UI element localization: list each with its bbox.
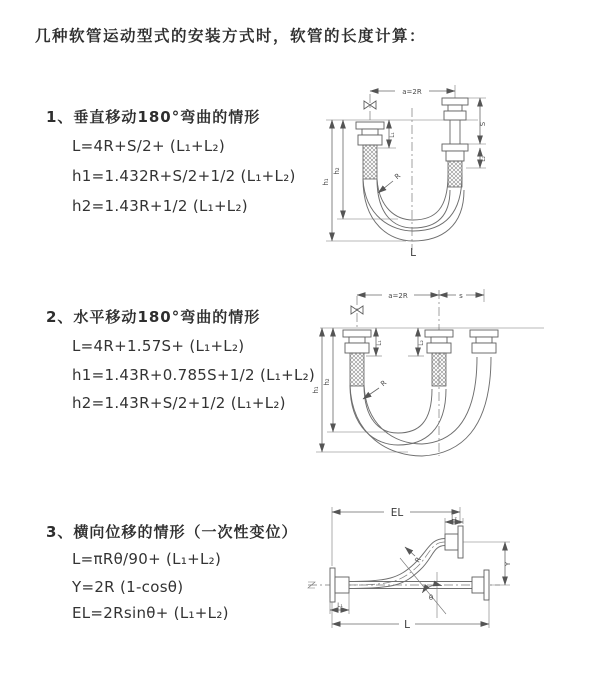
section3-formula-l: L=πRθ/90+ (L₁+L₂) [72,550,222,568]
d3-upper-right-flange [445,526,463,558]
d3-left-flange [330,568,349,602]
section2-heading: 2、水平移动180°弯曲的情形 [46,308,261,326]
section1-formula-h1: h1=1.432R+S/2+1/2 (L₁+L₂) [72,167,296,185]
valve-icon [351,306,363,314]
d2-radius-label: R [379,378,389,389]
d2-right-fitting [470,330,498,353]
section1-heading: 1、垂直移动180°弯曲的情形 [46,108,261,126]
d3-dim-el [332,505,460,566]
d3-radius-label: R [413,555,423,565]
d3-dim-el-label: EL [390,507,404,519]
d2-dim-l2-label: L₂ [419,340,425,346]
d1-dim-s [468,98,487,144]
d2-left-fitting [343,330,371,386]
d2-dim-l1-label: L₁ [377,340,383,346]
d1-dim-a2r-label: a=2R [402,88,422,96]
diagram-lateral-displacement [300,498,600,650]
diagram-horizontal-180-bend [308,282,600,464]
d3-dim-l-label: L [404,619,410,631]
d3-angle-label: θ [428,594,434,602]
d3-s-curve-hose [349,539,445,589]
d3-lower-right-flange [472,570,489,600]
section1-formula-h2: h2=1.43R+1/2 (L₁+L₂) [72,197,248,215]
d1-left-fitting [356,122,384,179]
section3-heading: 3、横向位移的情形（一次性变位） [46,523,298,541]
d2-dim-s-label: s [459,292,463,300]
d3-dim-l2-label: L₂ [451,515,457,522]
section2-formula-l: L=4R+1.57S+ (L₁+L₂) [72,337,245,355]
d2-dim-a2r-label: a=2R [388,292,408,300]
d1-dim-a2r [370,85,455,98]
d1-dim-l2-label: L₂ [481,156,487,162]
section2-formula-h2: h2=1.43R+S/2+1/2 (L₁+L₂) [72,394,286,412]
d1-radius-label: R [393,171,403,182]
d2-radius-callout [363,379,388,399]
d2-dim-s [439,290,484,300]
diagram-vertical-180-bend [310,78,600,263]
d2-centerlines [357,290,439,456]
d2-dim-h1-label: h₁ [312,386,320,394]
d1-length-label: L [410,247,416,259]
page-title: 几种软管运动型式的安装方式时，软管的长度计算： [35,27,427,45]
d2-dim-h2-label: h₂ [323,378,331,386]
d1-right-fitting [442,98,468,187]
section3-formula-el: EL=2Rsinθ+ (L₁+L₂) [72,604,229,622]
d2-hose-curves [350,357,491,456]
d2-dim-l2 [408,328,425,356]
d1-dim-h1-label: h₁ [322,178,330,186]
d2-center-fitting [425,330,453,386]
section1-formula-l: L=4R+S/2+ (L₁+L₂) [72,137,226,155]
d1-dim-h2-label: h₂ [333,167,341,175]
d3-dim-l1-label: L₁ [337,603,343,609]
d1-dim-l2 [466,148,487,168]
d3-dim-y-label: Y [504,561,512,567]
d1-dim-s-label: S [479,121,487,127]
d3-dim-l [332,600,489,631]
section3-formula-y: Y=2R (1-cosθ) [72,578,184,596]
d3-radius-callout [405,547,423,564]
d1-radius-callout [378,172,402,193]
section2-formula-h1: h1=1.43R+0.785S+1/2 (L₁+L₂) [72,366,316,384]
d1-dim-l1-label: L₁ [390,132,396,138]
